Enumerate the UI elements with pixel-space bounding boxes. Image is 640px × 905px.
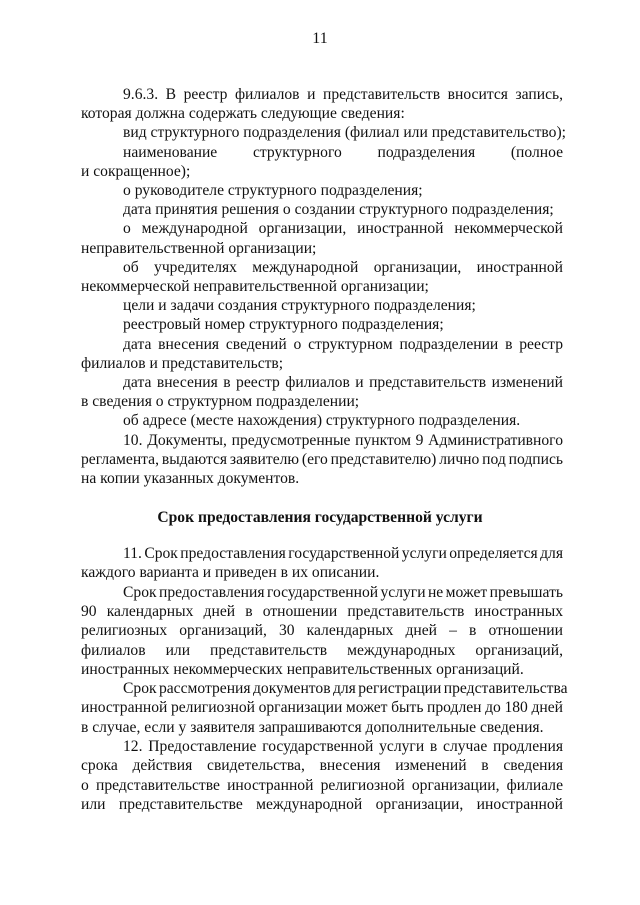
text-line: филиалов или представительств международных организаций, [81,641,563,659]
text-line: о представительстве иностранной религиозной организации, филиале [81,776,563,794]
text-line: 10. Документы, предусмотренные пунктом 9 Административного [123,431,563,449]
text-line: дата внесения сведений о структурном подразделении в реестр [123,335,563,353]
text-line: Срок рассмотрения документов для регистрации представительства [123,680,568,698]
text-line: 9.6.3. В реестр филиалов и представительств вносится запись, [123,86,563,103]
section-heading: Срок предоставления государственной услуги [157,509,483,526]
text-line: регламента, выдаются заявителю (его представителю) лично под подпись [81,450,563,468]
text-line: наименование структурного подразделения (полное [123,143,563,161]
text-line: неправительственной организации; [81,239,317,257]
text-line: религиозных организаций, 30 календарных дней – в отношении [81,622,563,640]
text-line: в сведения о структурном подразделении; [81,393,360,411]
text-line: которая должна содержать следующие сведения: [81,105,405,123]
text-line: о международной организации, иностранной некоммерческой [123,220,563,238]
text-line: срока действия свидетельства, внесения изменений в сведения [81,757,563,775]
text-line: филиалов и представительств; [81,354,284,372]
text-line: и сокращенное); [81,162,191,180]
text-line: дата принятия решения о создании структурного подразделения; [123,201,554,219]
text-line: иностранной религиозной организации может быть продлен до 180 дней [81,699,563,717]
page-number: 11 [312,30,328,47]
text-line: об адресе (месте нахождения) структурного подразделения. [123,412,521,430]
text-line: или представительстве международной организации, иностранной [81,795,563,813]
text-line: дата внесения в реестр филиалов и представительств изменений [123,374,563,391]
text-line: цели и задачи создания структурного подразделения; [123,297,476,315]
text-line: 11. Срок предоставления государственной услуги определяется для [123,545,563,562]
text-line: каждого варианта и приведен в их описании. [81,564,380,582]
text-line: 90 календарных дней в отношении представительств иностранных [81,602,563,620]
text-line: иностранных некоммерческих неправительственных организаций. [81,660,524,678]
text-line: вид структурного подразделения (филиал или представительство); [123,124,566,142]
text-line: Срок предоставления государственной услуги не может превышать [123,583,563,601]
text-line: об учредителях международной организации, иностранной [123,258,563,276]
text-line: в случае, если у заявителя запрашиваются дополнительные сведения. [81,718,544,736]
text-line: реестровый номер структурного подразделения; [123,316,444,334]
text-line: о руководителе структурного подразделения; [123,182,423,199]
text-line: 12. Предоставление государственной услуги в случае продления [123,738,563,755]
text-line: некоммерческой неправительственной организации; [81,278,429,295]
text-line: на копии указанных документов. [81,470,300,487]
